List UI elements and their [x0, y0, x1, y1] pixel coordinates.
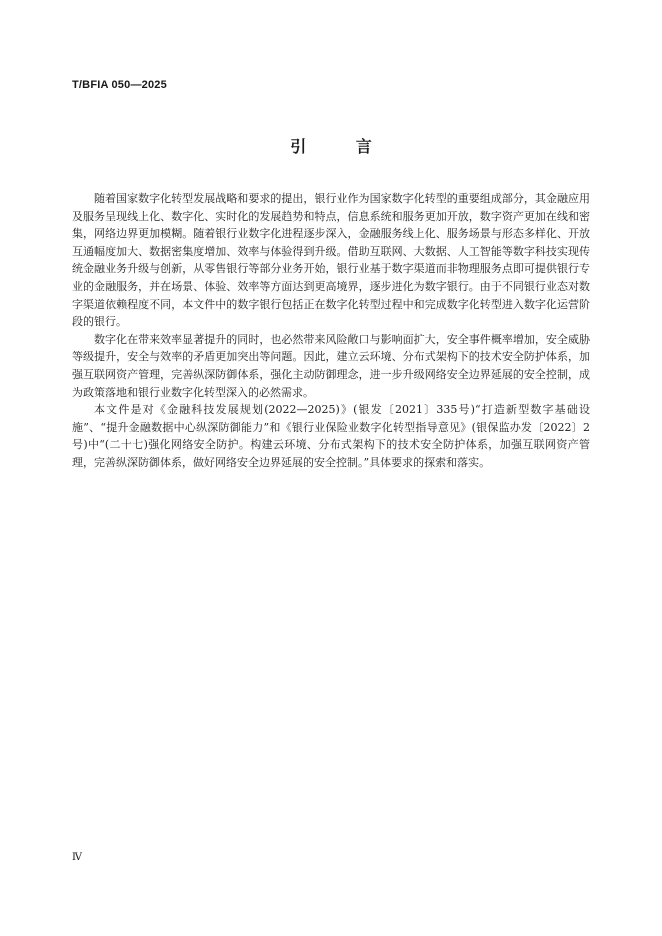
section-title: 引 言 — [290, 137, 394, 156]
page-number: Ⅳ — [72, 852, 82, 863]
paragraph-1: 随着国家数字化转型发展战略和要求的提出，银行业作为国家数字化转型的重要组成部分，其金融应用及服务呈现线上化、数字化、实时化的发展趋势和特点，信息系统和服务更加开放，数字资产更加在线和密集，网络边界更加模糊。随着银行业数字化进程逐步深入，金融服务线上化、服务场景与形态多样化、开放互通幅度加大、数据密集度增加、效率与体验得到升级。借助互联网、大数据、人工智能等数字科技实现传统金融业务升级与创新，从零售银行等部分业务开始，银行业基于数字渠道而非物理服务点即可提供银行专业的金融服务，并在场景、体验、效率等方面达到更高境界，逐步进化为数字银行。由于不同银行业态对数字渠道依赖程度不同，本文件中的数字银行包括正在数字化转型过程中和完成数字化转型进入数字化运营阶段的银行。 — [72, 192, 590, 329]
document-code: T/BFIA 050—2025 — [72, 79, 167, 91]
body-text — [72, 190, 590, 472]
paragraph-2: 数字化在带来效率显著提升的同时，也必然带来风险敞口与影响面扩大，安全事件概率增加，安全威胁等级提升，安全与效率的矛盾更加突出等问题。因此，建立云环境、分布式架构下的技术安全防护体系，加强互联网资产管理，完善纵深防御体系，强化主动防御理念，进一步升级网络安全边界延展的安全控制，成为政策落地和银行业数字化转型深入的必然需求。 — [72, 332, 590, 399]
paragraph-3: 本文件是对《金融科技发展规划(2022—2025)》(银发〔2021〕335号)“打造新型数字基础设施”、“提升金融数据中心纵深防御能力”和《银行业保险业数字化转型指导意见》(银保监办发〔2022〕2号)中“(二十七)强化网络安全防护。构建云环境、分布式架构下的技术安全防护体系，加强互联网资产管理，完善纵深防御体系，做好网络安全边界延展的安全控制。”具体要求的探索和落实。 — [72, 403, 590, 469]
